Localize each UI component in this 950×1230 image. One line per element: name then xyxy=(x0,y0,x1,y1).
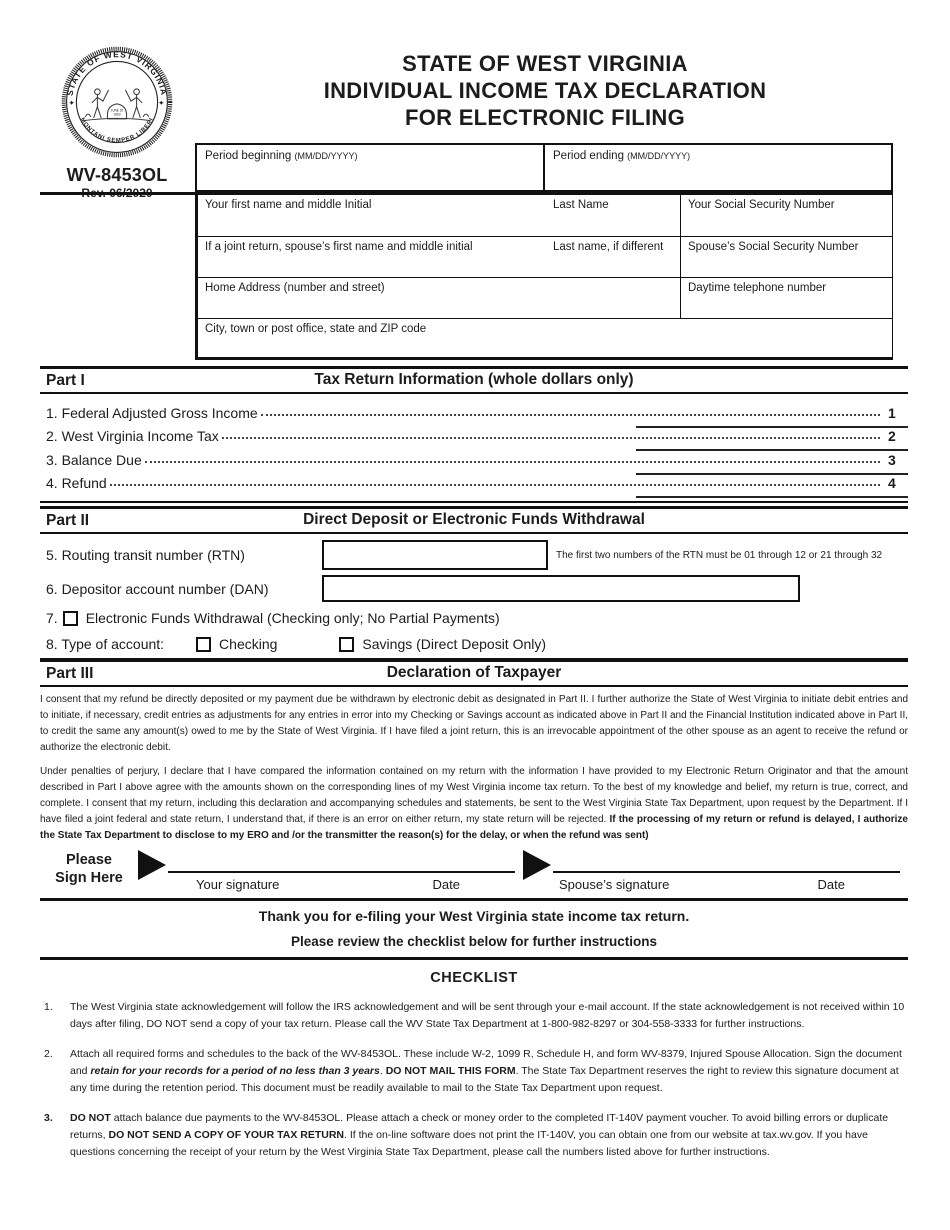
form-body xyxy=(40,366,908,1161)
checklist-item-2-seg1: Attach all required forms and schedules to the back of the WV-8453OL. These include W-2, 1099 R, Schedule H, and form WV-8379, Injured Spouse Allocation. Sign the document and xyxy=(70,1048,902,1077)
line4-amount-field[interactable] xyxy=(636,496,908,498)
checklist-item-2 xyxy=(40,1046,908,1097)
part2-label: Part II xyxy=(46,512,90,529)
form-title xyxy=(195,50,895,131)
dan-label: 6. Depositor account number (DAN) xyxy=(46,580,269,597)
wv-state-seal-icon xyxy=(61,46,173,158)
review-checklist-text: Please review the checklist below for further instructions xyxy=(290,934,658,949)
table-row xyxy=(198,237,892,279)
savings-checkbox[interactable] xyxy=(339,637,354,652)
please-label: Please xyxy=(66,852,112,868)
spouse-last-name-label: Last name, if different xyxy=(553,240,664,253)
form-title-line3: FOR ELECTRONIC FILING xyxy=(404,105,686,130)
svg-text:1863: 1863 xyxy=(113,112,121,117)
checklist-item-1-number: 1. xyxy=(44,1001,53,1013)
table-row xyxy=(198,278,892,319)
taxpayer-signature-line[interactable] xyxy=(168,848,515,873)
efw-number: 7. xyxy=(46,610,58,626)
divider xyxy=(40,957,908,960)
svg-text:✦: ✦ xyxy=(68,98,75,108)
date-label: Date xyxy=(432,877,460,892)
checklist-item-2-number: 2. xyxy=(44,1048,53,1060)
checklist-item-3-text xyxy=(70,1110,908,1161)
period-ending-label: Period ending xyxy=(553,150,628,162)
line4-row xyxy=(40,471,908,495)
spouse-signature-line[interactable] xyxy=(553,848,900,873)
period-beginning-field[interactable] xyxy=(197,145,545,190)
part1-label: Part I xyxy=(46,372,85,389)
signature-section xyxy=(40,848,908,892)
part3-title: Declaration of Taxpayer xyxy=(386,664,562,681)
declaration-paragraph-2 xyxy=(40,764,908,844)
period-row xyxy=(195,143,893,192)
checklist-item-3-seg3: DO NOT SEND A COPY OF YOUR TAX RETURN xyxy=(108,1129,345,1141)
line2-row xyxy=(40,424,908,448)
checklist-item-3-seg4: . If the on-line software does not print the IT-140V, you can obtain one from our website at tax.wv.gov. If you have questions concerning the receipt of your return by the West Virginia State Tax Department, please call the numbers listed above for further instructions. xyxy=(70,1129,868,1158)
declaration-paragraph-1: I consent that my refund be directly deposited or my payment due be withdrawn by electronic debit as designated in Part II. I further authorize the State of West Virginia to initiate debit entries and to initiate, if necessary, credit entries as adjustments for any entries in error into my Checking or Savings account as indicated above in Part II and the Financial Institution indicated above in Part II, to credit the same any amount(s) owed to me by the State of West Virginia. If I have filed a joint return, this is an irrevocable appointment of the other spouse as an agent to receive the refund or authorize the electronic debit. xyxy=(40,694,908,753)
checklist-item-2-seg3: . xyxy=(379,1065,386,1077)
line2-number: 2 xyxy=(888,428,896,444)
checklist-item-2-text xyxy=(70,1046,908,1097)
home-address-field[interactable] xyxy=(198,278,680,318)
account-type-label: 8. Type of account: xyxy=(46,636,165,652)
declaration-paragraph-2-normal: Under penalties of perjury, I declare that I have compared the information contained on my return with the information I have provided to my Electronic Return Originator and that the amount described in Part I above agree with the amounts shown on the corresponding lines of my West Virginia income tax return. To the best of my knowledge and belief, my return is true, correct, and complete. I consent that my return, including this declaration and accompanying schedules and statements, be sent to the West Virginia State Tax Department, upon request by the Department. If I have filed a joint federal and state return, I understand that, if there is an error on either return, my state return will be rejected. xyxy=(40,766,908,825)
dotted-leader xyxy=(222,437,880,439)
period-ending-format: (MM/DD/YYYY) xyxy=(627,151,691,161)
line4-number: 4 xyxy=(888,475,896,491)
svg-text:✦: ✦ xyxy=(158,98,165,108)
savings-label: Savings (Direct Deposit Only) xyxy=(362,636,547,652)
period-ending-field[interactable] xyxy=(545,145,891,190)
part2-title: Direct Deposit or Electronic Funds Withdrawal xyxy=(303,511,645,528)
dotted-leader xyxy=(110,484,880,486)
part2-heading-band xyxy=(40,506,908,534)
efw-row xyxy=(40,610,908,626)
home-address-label: Home Address (number and street) xyxy=(205,282,385,294)
checklist-item-2-seg5: . The State Tax Department reserves the right to review this signature document at any time during the retention period. This document must be readily available to mail to the State Tax Department upon request. xyxy=(70,1065,899,1094)
checklist-title: CHECKLIST xyxy=(430,970,518,986)
period-beginning-format: (MM/DD/YYYY) xyxy=(294,151,358,161)
taxpayer-info-table xyxy=(195,195,893,360)
dotted-leader xyxy=(261,414,880,416)
line1-number: 1 xyxy=(888,404,896,421)
checking-label: Checking xyxy=(219,636,278,652)
form-id-block xyxy=(50,46,184,200)
part1-heading-band xyxy=(40,366,908,394)
period-beginning-label: Period beginning xyxy=(205,150,295,162)
line3-number: 3 xyxy=(888,451,896,468)
first-name-field[interactable] xyxy=(198,195,546,236)
efw-label: Electronic Funds Withdrawal (Checking only; No Partial Payments) xyxy=(85,610,500,626)
spouse-ssn-label: Spouse’s Social Security Number xyxy=(688,240,859,253)
sign-arrow-icon xyxy=(523,850,551,880)
last-name-label: Last Name xyxy=(553,199,609,211)
line1-label: 1. Federal Adjusted Gross Income xyxy=(46,404,258,421)
spouse-signature-labels xyxy=(553,873,900,892)
declaration-paragraph-2-bold: If the processing of my return or refund is delayed, I authorize the State Tax Department to disclose to my ERO and /or the transmitter the reason(s) for the delay, or when the refund was sent) xyxy=(40,814,908,841)
rtn-label: 5. Routing transit number (RTN) xyxy=(46,547,245,563)
table-row xyxy=(198,195,892,237)
phone-label: Daytime telephone number xyxy=(688,282,827,294)
taxpayer-signature-block xyxy=(168,848,515,892)
checklist-item-3-number: 3. xyxy=(44,1112,53,1124)
ssn-field[interactable] xyxy=(680,195,892,236)
first-name-label: Your first name and middle Initial xyxy=(205,199,372,211)
checklist-item-3-seg2: attach balance due payments to the WV-8453OL. Please attach a check or money order to the completed IT-140V payment voucher. To avoid billing errors or duplicate returns, xyxy=(70,1112,889,1141)
spouse-signature-block xyxy=(553,848,900,892)
sign-arrow-icon xyxy=(138,850,166,880)
spouse-signature-label: Spouse’s signature xyxy=(559,877,670,892)
rtn-note: The first two numbers of the RTN must be 01 through 12 or 21 through 32 xyxy=(556,549,883,561)
spouse-last-name-field[interactable] xyxy=(546,237,680,278)
taxpayer-signature-labels xyxy=(168,873,515,892)
svg-text:STATE OF WEST VIRGINIA: STATE OF WEST VIRGINIA xyxy=(64,49,170,97)
spouse-first-name-field[interactable] xyxy=(198,237,546,278)
svg-text:JUNE 20: JUNE 20 xyxy=(110,108,124,113)
line3-label: 3. Balance Due xyxy=(46,451,142,468)
city-state-zip-label: City, town or post office, state and ZIP code xyxy=(205,322,427,335)
ssn-label: Your Social Security Number xyxy=(688,199,835,211)
table-row xyxy=(198,319,892,357)
line2-label: 2. West Virginia Income Tax xyxy=(46,428,219,444)
divider xyxy=(40,898,908,901)
checklist-item-2-seg2: retain for your records for a period of no less than 3 years xyxy=(90,1065,380,1077)
date-label: Date xyxy=(817,877,845,892)
spouse-first-name-label: If a joint return, spouse’s first name and middle initial xyxy=(205,240,473,253)
spouse-ssn-field[interactable] xyxy=(680,237,892,278)
rtn-input[interactable] xyxy=(322,540,548,570)
last-name-field[interactable] xyxy=(546,195,680,236)
your-signature-label: Your signature xyxy=(196,877,280,892)
checklist-item-2-seg4: DO NOT MAIL THIS FORM xyxy=(385,1065,516,1077)
form-title-line1: STATE OF WEST VIRGINIA xyxy=(402,51,688,76)
efw-checkbox[interactable] xyxy=(63,611,78,626)
part3-heading-band xyxy=(40,658,908,687)
please-sign-here-label xyxy=(40,848,138,892)
rtn-row xyxy=(40,540,908,570)
checklist-item-1 xyxy=(40,999,908,1033)
dotted-leader xyxy=(145,461,880,463)
svg-text:MONTANI SEMPER LIBERI: MONTANI SEMPER LIBERI xyxy=(78,116,156,145)
form-code: WV-8453OL xyxy=(66,165,168,185)
phone-field[interactable] xyxy=(680,278,892,318)
account-type-row xyxy=(40,636,908,652)
part1-lines xyxy=(40,400,908,494)
sign-here-label: Sign Here xyxy=(55,870,123,886)
line4-label: 4. Refund xyxy=(46,475,107,491)
city-state-zip-field[interactable] xyxy=(198,319,892,357)
part3-label: Part III xyxy=(46,665,94,682)
checklist-item-1-text: The West Virginia state acknowledgement will follow the IRS acknowledgement and will be sent through your e-mail account. If the state acknowledgement is not received within 10 days after filing, DO NOT send a copy of your tax return. Please call the WV State Tax Department at 1-800-982-8297 or 304-558-3333 for further instructions. xyxy=(70,1001,905,1030)
checklist-item-3-seg1: DO NOT xyxy=(70,1112,111,1124)
checklist-item-3 xyxy=(40,1110,908,1161)
part1-title: Tax Return Information (whole dollars only) xyxy=(314,371,634,388)
thank-you-text: Thank you for e-filing your West Virginia state income tax return. xyxy=(258,908,690,924)
form-title-line2: INDIVIDUAL INCOME TAX DECLARATION xyxy=(323,78,767,103)
checking-checkbox[interactable] xyxy=(196,637,211,652)
line1-row xyxy=(40,400,908,424)
dan-input[interactable] xyxy=(322,575,800,602)
line3-row xyxy=(40,447,908,471)
dan-row xyxy=(40,575,908,602)
